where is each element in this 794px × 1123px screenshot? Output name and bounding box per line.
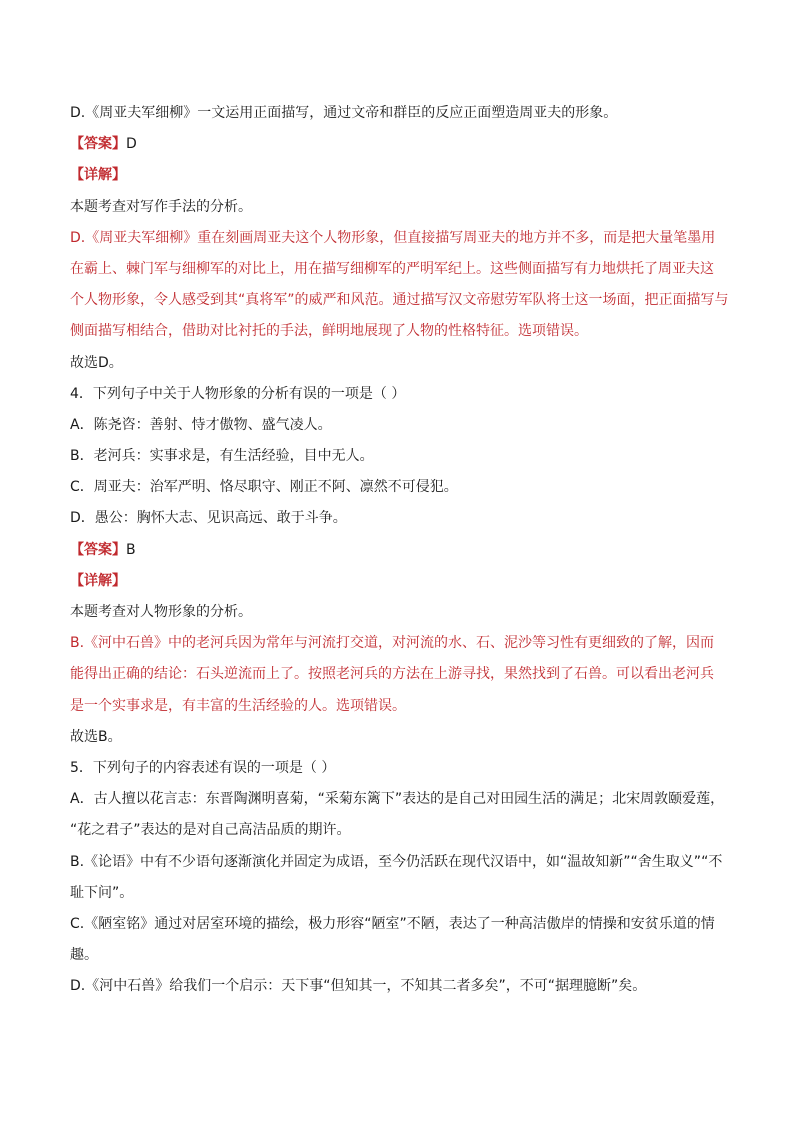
q3-detail-tag: 【详解】 xyxy=(70,167,126,184)
answer-tag: 【答案】 xyxy=(70,136,126,153)
q4-stem: 4．下列句子中关于人物形象的分析有误的一项是（ ） xyxy=(70,385,406,402)
q3-option-d: D.《周亚夫军细柳》一文运用正面描写，通过文帝和群臣的反应正面塑造周亚夫的形象。 xyxy=(70,105,618,121)
q3-intro: 本题考查对写作手法的分析。 xyxy=(70,198,252,215)
q4-option: D．愚公：胸怀大志、见识高远、敢于斗争。 xyxy=(70,510,347,527)
q4-explain-line: 是一个实事求是，有丰富的生活经验的人。选项错误。 xyxy=(70,697,406,714)
q3-explain-line: 个人物形象，令人感受到其“真将军”的威严和风范。通过描写汉文帝慰劳军队将士这一场面，把正面描写与 xyxy=(70,292,729,309)
q5-option-line: 耻下问”。 xyxy=(70,884,134,901)
q3-explain-line: D.《周亚夫军细柳》重在刻画周亚夫这个人物形象，但直接描写周亚夫的地方并不多，而是把大量笔墨用 xyxy=(70,229,716,246)
q4-option: C．周亚夫：治军严明、恪尽职守、刚正不阿、凛然不可侵犯。 xyxy=(70,479,458,496)
q5-option-line: D.《河中石兽》给我们一个启示：天下事“但知其一，不知其二者多矣”，不可“据理臆断”矣。 xyxy=(70,978,647,995)
q4-explain-line: 能得出正确的结论：石头逆流而上了。按照老河兵的方法在上游寻找，果然找到了石兽。可以看出老河兵 xyxy=(70,666,714,683)
q5-option-line: A．古人擅以花言志：东晋陶渊明喜菊，“采菊东篱下”表达的是自己对田园生活的满足；北宋周敦颐爱莲， xyxy=(70,791,725,808)
q4-explain-line: B.《河中石兽》中的老河兵因为常年与河流打交道，对河流的水、石、泥沙等习性有更细致的了解，因而 xyxy=(70,635,715,652)
q5-option-line: “花之君子”表达的是对自己高洁品质的期许。 xyxy=(70,822,351,839)
q3-explain-line: 侧面描写相结合，借助对比衬托的手法，鲜明地展现了人物的性格特征。选项错误。 xyxy=(70,323,588,340)
q5-stem: 5．下列句子的内容表述有误的一项是（ ） xyxy=(70,759,336,776)
document-page xyxy=(70,98,730,1002)
answer-value: D xyxy=(126,136,137,153)
q3-conclusion: 故选D。 xyxy=(70,354,123,371)
answer-tag: 【答案】 xyxy=(70,541,126,558)
q5-option-line: 趣。 xyxy=(70,947,98,964)
q4-detail-tag: 【详解】 xyxy=(70,572,126,589)
q4-option: A．陈尧咨：善射、恃才傲物、盛气凌人。 xyxy=(70,416,332,433)
q3-explain-line: 在霸上、棘门军与细柳军的对比上，用在描写细柳军的严明军纪上。这些侧面描写有力地烘托了周亚夫这 xyxy=(70,260,714,277)
q4-answer xyxy=(70,535,730,566)
q4-option: B．老河兵：实事求是，有生活经验，目中无人。 xyxy=(70,448,374,465)
q4-intro: 本题考查对人物形象的分析。 xyxy=(70,604,252,620)
q5-option-line: C.《陋室铭》通过对居室环境的描绘，极力形容“陋室”不陋，表达了一种高洁傲岸的情操和安贫乐道的情 xyxy=(70,915,715,932)
q4-conclusion: 故选B。 xyxy=(70,728,122,745)
answer-value: B xyxy=(126,541,136,558)
q5-option-line: B.《论语》中有不少语句逐渐演化并固定为成语，至今仍活跃在现代汉语中，如“温故知新”“舍生取义”“不 xyxy=(70,853,723,870)
q3-answer xyxy=(70,129,730,160)
